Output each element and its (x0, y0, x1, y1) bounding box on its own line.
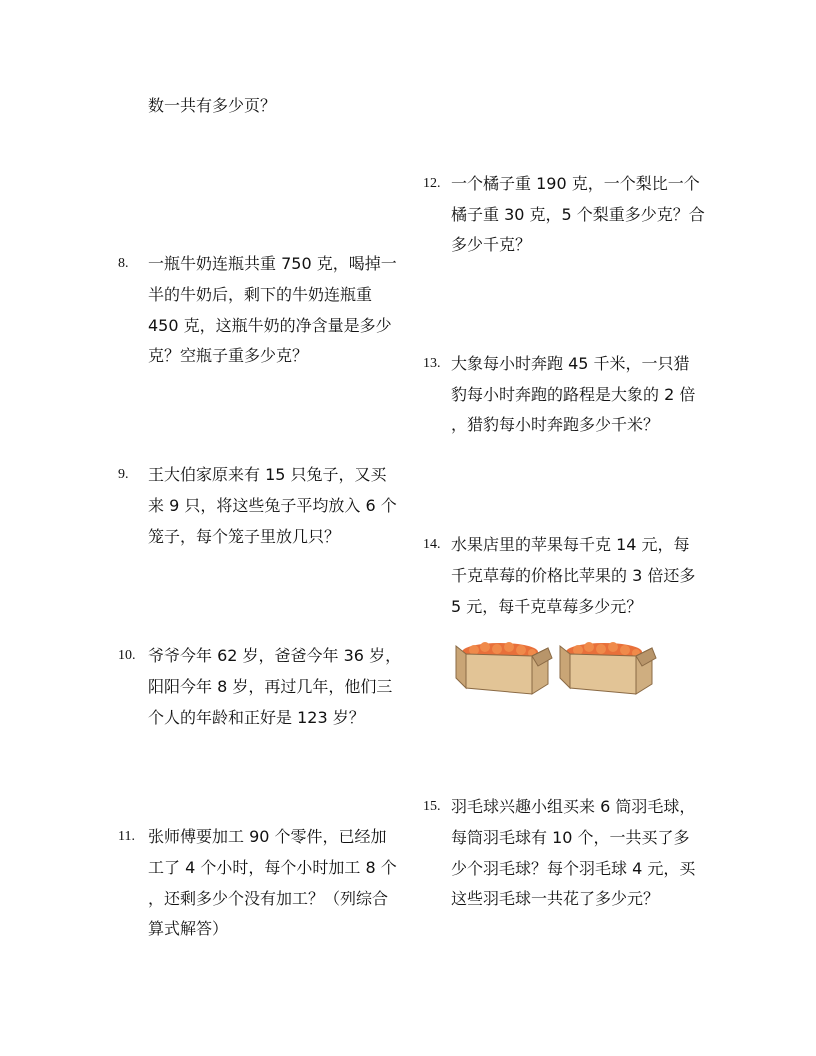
problem-line: 算式解答） (148, 919, 229, 938)
problem-line: ，猎豹每小时奔跑多少千米？ (451, 415, 660, 434)
problem-line: 豹每小时奔跑的路程是大象的 2 倍 (451, 385, 696, 404)
problem-line: 橘子重 30 克，5 个梨重多少克？合 (451, 205, 705, 224)
problem-line: 少个羽毛球？每个羽毛球 4 元，买 (451, 859, 696, 878)
problem-number: 12. (423, 176, 441, 191)
problem-number: 10. (118, 648, 136, 663)
problem-line: 工了 4 个小时，每个小时加工 8 个 (148, 858, 397, 877)
problem-number: 8. (118, 256, 129, 271)
problem-line: 450 克，这瓶牛奶的净含量是多少 (148, 316, 392, 335)
problem-line: 克？空瓶子重多少克？ (148, 346, 309, 365)
fruit-boxes-icon (452, 638, 657, 698)
problem-line: 一个橘子重 190 克，一个梨比一个 (451, 174, 700, 193)
problem-number: 11. (118, 829, 135, 844)
problem-line: 羽毛球兴趣小组买来 6 筒羽毛球， (451, 797, 696, 816)
problem-number: 13. (423, 356, 441, 371)
problem-number: 14. (423, 537, 441, 552)
problem-number: 9. (118, 467, 129, 482)
problem-line: 5 元，每千克草莓多少元？ (451, 597, 643, 616)
problem-line: 爷爷今年 62 岁，爸爸今年 36 岁， (148, 646, 402, 665)
problem-line: ，还剩多少个没有加工？（列综合 (148, 889, 389, 908)
fruit-box-right (560, 642, 656, 694)
problem-line: 这些羽毛球一共花了多少元？ (451, 889, 660, 908)
problem-line: 来 9 只，将这些兔子平均放入 6 个 (148, 496, 397, 515)
problem-line: 多少千克？ (451, 235, 532, 254)
problem-line: 张师傅要加工 90 个零件，已经加 (148, 827, 387, 846)
problem-line: 每筒羽毛球有 10 个，一共买了多 (451, 828, 690, 847)
problem-line: 大象每小时奔跑 45 千米，一只猎 (451, 354, 690, 373)
fruit-box-left (456, 642, 552, 694)
problem-line: 笼子，每个笼子里放几只？ (148, 527, 341, 546)
problem-line: 一瓶牛奶连瓶共重 750 克，喝掉一 (148, 254, 397, 273)
problem-number: 15. (423, 799, 441, 814)
problem-line: 千克草莓的价格比苹果的 3 倍还多 (451, 566, 696, 585)
problem-line: 个人的年龄和正好是 123 岁？ (148, 708, 365, 727)
problem-line: 半的牛奶后，剩下的牛奶连瓶重 (148, 285, 373, 304)
problem-line: 王大伯家原来有 15 只兔子，又买 (148, 465, 387, 484)
problem-7-tail: 数一共有多少页？ (148, 96, 277, 115)
problem-line: 阳阳今年 8 岁，再过几年，他们三 (148, 677, 393, 696)
problem-line: 水果店里的苹果每千克 14 元，每 (451, 535, 690, 554)
